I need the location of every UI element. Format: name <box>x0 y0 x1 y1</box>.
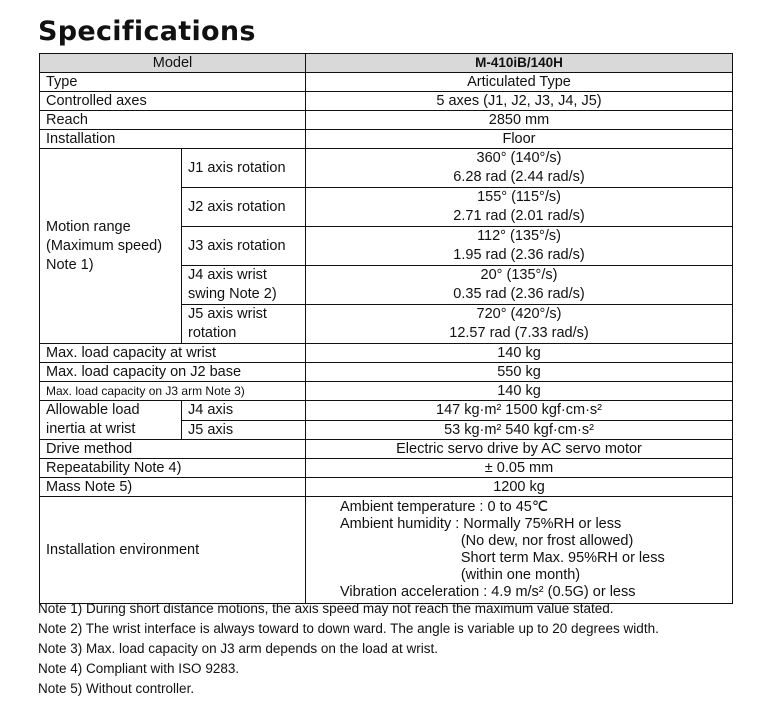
type-label: Type <box>40 73 306 92</box>
j5-label-line: J5 axis wrist <box>188 306 267 322</box>
table-row <box>40 401 733 421</box>
table-row <box>40 344 733 363</box>
j4-value <box>306 266 733 305</box>
j2-deg: 155° (115°/s) <box>477 189 561 205</box>
j5-label-line: rotation <box>188 325 237 341</box>
model-value: M-410iB/140H <box>306 54 733 73</box>
load-wrist-value: 140 kg <box>306 344 733 363</box>
repeatability-value: ± 0.05 mm <box>306 459 733 478</box>
j3-label: J3 axis rotation <box>182 227 306 266</box>
j5-rad: 12.57 rad (7.33 rad/s) <box>449 325 589 341</box>
j5-deg: 720° (420°/s) <box>476 306 562 322</box>
load-j2-value: 550 kg <box>306 363 733 382</box>
load-wrist-label: Max. load capacity at wrist <box>40 344 306 363</box>
j4-label-line: swing Note 2) <box>188 286 277 302</box>
installation-label: Installation <box>40 130 306 149</box>
axes-value: 5 axes (J1, J2, J3, J4, J5) <box>306 92 733 111</box>
table-row <box>40 73 733 92</box>
env-line: Ambient humidity : Normally 75%RH or less <box>340 516 622 532</box>
axes-label: Controlled axes <box>40 92 306 111</box>
j1-rad: 6.28 rad (2.44 rad/s) <box>453 169 585 185</box>
table-row <box>40 363 733 382</box>
reach-label: Reach <box>40 111 306 130</box>
j3-value <box>306 227 733 266</box>
j5-value <box>306 305 733 344</box>
env-line: Ambient temperature : 0 to 45℃ <box>340 499 549 515</box>
inertia-j5-label: J5 axis <box>182 420 306 440</box>
motion-label-line: Motion range <box>46 218 131 235</box>
env-line: Vibration acceleration : 4.9 m/s² (0.5G) or less <box>340 584 636 600</box>
table-row <box>40 130 733 149</box>
j1-deg: 360° (140°/s) <box>476 150 562 166</box>
table-row <box>40 149 733 188</box>
footnote: Note 2) The wrist interface is always toward to down ward. The angle is variable up to 20 degrees width. <box>38 621 659 636</box>
table-row <box>40 382 733 401</box>
inertia-label-line: Allowable load <box>46 402 140 418</box>
inertia-j4-value: 147 kg·m² 1500 kgf·cm·s² <box>306 401 733 421</box>
footnote: Note 3) Max. load capacity on J3 arm depends on the load at wrist. <box>38 641 438 656</box>
table-row <box>40 478 733 497</box>
table-row <box>40 92 733 111</box>
motion-label-line: Note 1) <box>46 256 94 273</box>
env-value <box>306 497 733 604</box>
j2-rad: 2.71 rad (2.01 rad/s) <box>453 208 585 224</box>
inertia-label <box>40 401 182 440</box>
j2-label: J2 axis rotation <box>182 188 306 227</box>
env-line: Short term Max. 95%RH or less <box>340 550 665 566</box>
mass-label: Mass Note 5) <box>40 478 306 497</box>
load-j3-value: 140 kg <box>306 382 733 401</box>
env-label: Installation environment <box>40 497 306 604</box>
type-value: Articulated Type <box>306 73 733 92</box>
table-row <box>40 111 733 130</box>
j2-value <box>306 188 733 227</box>
env-line: (No dew, nor frost allowed) <box>340 533 634 549</box>
load-j2-label: Max. load capacity on J2 base <box>40 363 306 382</box>
j4-label-line: J4 axis wrist <box>188 267 267 283</box>
page-title: Specifications <box>38 16 256 47</box>
inertia-label-line: inertia at wrist <box>46 421 136 437</box>
j4-label <box>182 266 306 305</box>
j3-rad: 1.95 rad (2.36 rad/s) <box>453 247 585 263</box>
j1-label: J1 axis rotation <box>182 149 306 188</box>
j4-deg: 20° (135°/s) <box>480 267 558 283</box>
specifications-table <box>39 53 733 604</box>
drive-value: Electric servo drive by AC servo motor <box>306 440 733 459</box>
j4-rad: 0.35 rad (2.36 rad/s) <box>453 286 585 302</box>
j5-label <box>182 305 306 344</box>
footnotes <box>38 599 659 699</box>
j3-deg: 112° (135°/s) <box>477 228 561 244</box>
table-row <box>40 497 733 604</box>
load-j3-label: Max. load capacity on J3 arm Note 3) <box>40 382 306 401</box>
table-header-row <box>40 54 733 73</box>
installation-value: Floor <box>306 130 733 149</box>
motion-range-label <box>40 149 182 344</box>
drive-label: Drive method <box>40 440 306 459</box>
reach-value: 2850 mm <box>306 111 733 130</box>
mass-value: 1200 kg <box>306 478 733 497</box>
footnote: Note 5) Without controller. <box>38 681 195 696</box>
footnote: Note 4) Compliant with ISO 9283. <box>38 661 240 676</box>
env-line: (within one month) <box>340 567 581 583</box>
j1-value <box>306 149 733 188</box>
table-row <box>40 459 733 478</box>
motion-label-line: (Maximum speed) <box>46 237 163 254</box>
table-row <box>40 440 733 459</box>
footnote: Note 1) During short distance motions, the axis speed may not reach the maximum value stated. <box>38 601 614 616</box>
repeatability-label: Repeatability Note 4) <box>40 459 306 478</box>
model-label: Model <box>40 54 306 73</box>
inertia-j5-value: 53 kg·m² 540 kgf·cm·s² <box>306 420 733 440</box>
inertia-j4-label: J4 axis <box>182 401 306 421</box>
